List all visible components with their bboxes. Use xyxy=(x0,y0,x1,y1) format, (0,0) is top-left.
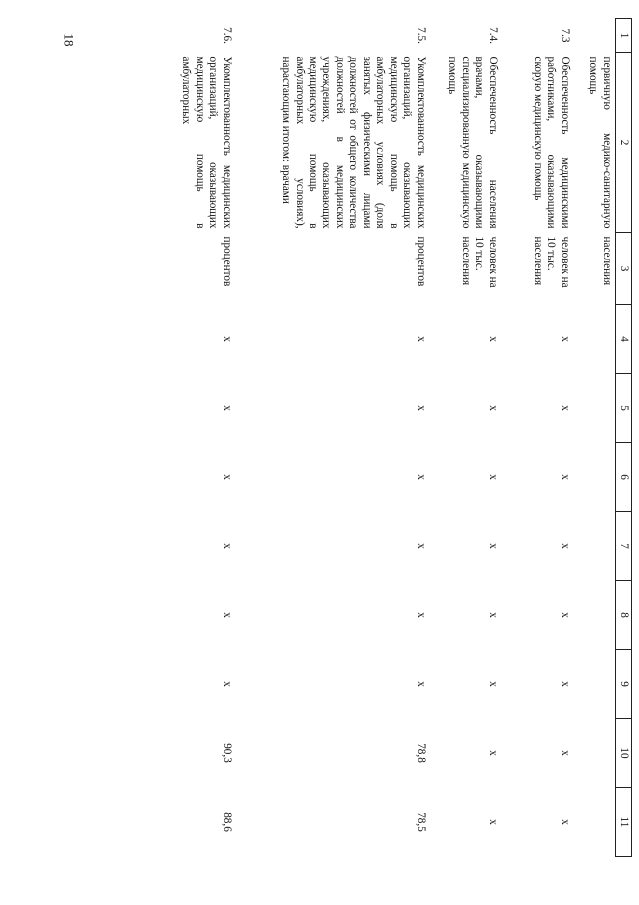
value-cell xyxy=(573,581,616,650)
value-cell: x xyxy=(486,612,499,618)
indicator-name: Укомплектованность медицинских организаций, оказывающих медицинскую помощь в амбулаторных условиях (доля занятых физическими лицами должностей от общего количества должностей в медицинских учреждениях, оказывающих медицинскую помощь в амбулаторных условиях), нарастающим итогом: врачами xyxy=(280,56,427,229)
value-cell xyxy=(573,443,616,512)
row-number: 7.6. xyxy=(220,27,233,44)
value-cell: 78,8 xyxy=(414,743,427,763)
value-cell: x xyxy=(486,405,499,411)
value-cell: x xyxy=(486,543,499,549)
value-cell: x xyxy=(558,750,571,756)
value-cell: x xyxy=(558,612,571,618)
value-cell: x xyxy=(414,405,427,411)
header-cell: 6 xyxy=(615,443,631,512)
value-cell: x xyxy=(486,336,499,342)
header-cell: 8 xyxy=(615,581,631,650)
value-cell xyxy=(573,305,616,374)
header-cell: 11 xyxy=(615,788,631,857)
value-cell xyxy=(573,719,616,788)
value-cell: x xyxy=(558,474,571,480)
value-cell: x xyxy=(220,681,233,687)
header-cell: 5 xyxy=(615,374,631,443)
unit-cell: процентов xyxy=(220,236,233,287)
value-cell: x xyxy=(414,612,427,618)
value-cell: x xyxy=(414,474,427,480)
unit-cell: процентов xyxy=(414,236,427,287)
value-cell xyxy=(573,512,616,581)
value-cell: x xyxy=(558,681,571,687)
indicator-name: Обеспеченность медицинскими работниками, оказывающими скорую медицинскую помощь xyxy=(531,56,571,229)
header-cell: 7 xyxy=(615,512,631,581)
table-row xyxy=(235,19,429,857)
row-number: 7.4. xyxy=(486,27,499,44)
value-cell: x xyxy=(486,474,499,480)
header-cell: 4 xyxy=(615,305,631,374)
indicator-name: Укомплектованность медицинских организаций, оказывающих медицинскую помощь в амбулаторных xyxy=(180,56,233,229)
unit-cell: человек на 10 тыс. населения xyxy=(459,236,499,288)
value-cell: x xyxy=(486,819,499,825)
unit-cell: человек на 10 тыс. населения xyxy=(531,236,571,288)
unit-cell: населения xyxy=(600,236,613,286)
table-row xyxy=(429,19,501,857)
table-row xyxy=(501,19,573,857)
header-cell: 1 xyxy=(615,19,631,53)
page-number: 18 xyxy=(61,33,77,47)
table-row xyxy=(176,19,235,857)
value-cell: x xyxy=(220,612,233,618)
column-number-header xyxy=(615,19,631,857)
value-cell: x xyxy=(414,543,427,549)
value-cell: x xyxy=(220,474,233,480)
value-cell: 88,6 xyxy=(220,812,233,832)
header-cell: 3 xyxy=(615,233,631,305)
value-cell: 78,5 xyxy=(414,812,427,832)
value-cell: 90,3 xyxy=(220,743,233,763)
value-cell: x xyxy=(558,819,571,825)
value-cell: x xyxy=(220,543,233,549)
value-cell: x xyxy=(486,681,499,687)
indicator-name: Обеспеченность населения врачами, оказывающими специализированную медицинскую помощь xyxy=(446,56,499,229)
value-cell: x xyxy=(414,336,427,342)
header-cell: 10 xyxy=(615,719,631,788)
value-cell xyxy=(573,374,616,443)
value-cell: x xyxy=(558,543,571,549)
table-row xyxy=(573,19,616,857)
row-number xyxy=(573,19,616,53)
row-number: 7.5. xyxy=(414,27,427,44)
value-cell xyxy=(573,788,616,857)
indicator-name: первичную медико-санитарную помощь xyxy=(587,56,613,229)
row-number: 7.3 xyxy=(558,28,571,43)
value-cell: x xyxy=(486,750,499,756)
header-cell: 2 xyxy=(615,53,631,233)
value-cell: x xyxy=(558,405,571,411)
value-cell: x xyxy=(558,336,571,342)
indicators-table xyxy=(176,18,632,857)
header-cell: 9 xyxy=(615,650,631,719)
value-cell: x xyxy=(414,681,427,687)
value-cell: x xyxy=(220,405,233,411)
value-cell: x xyxy=(220,336,233,342)
rotated-table-container xyxy=(113,18,632,856)
value-cell xyxy=(573,650,616,719)
